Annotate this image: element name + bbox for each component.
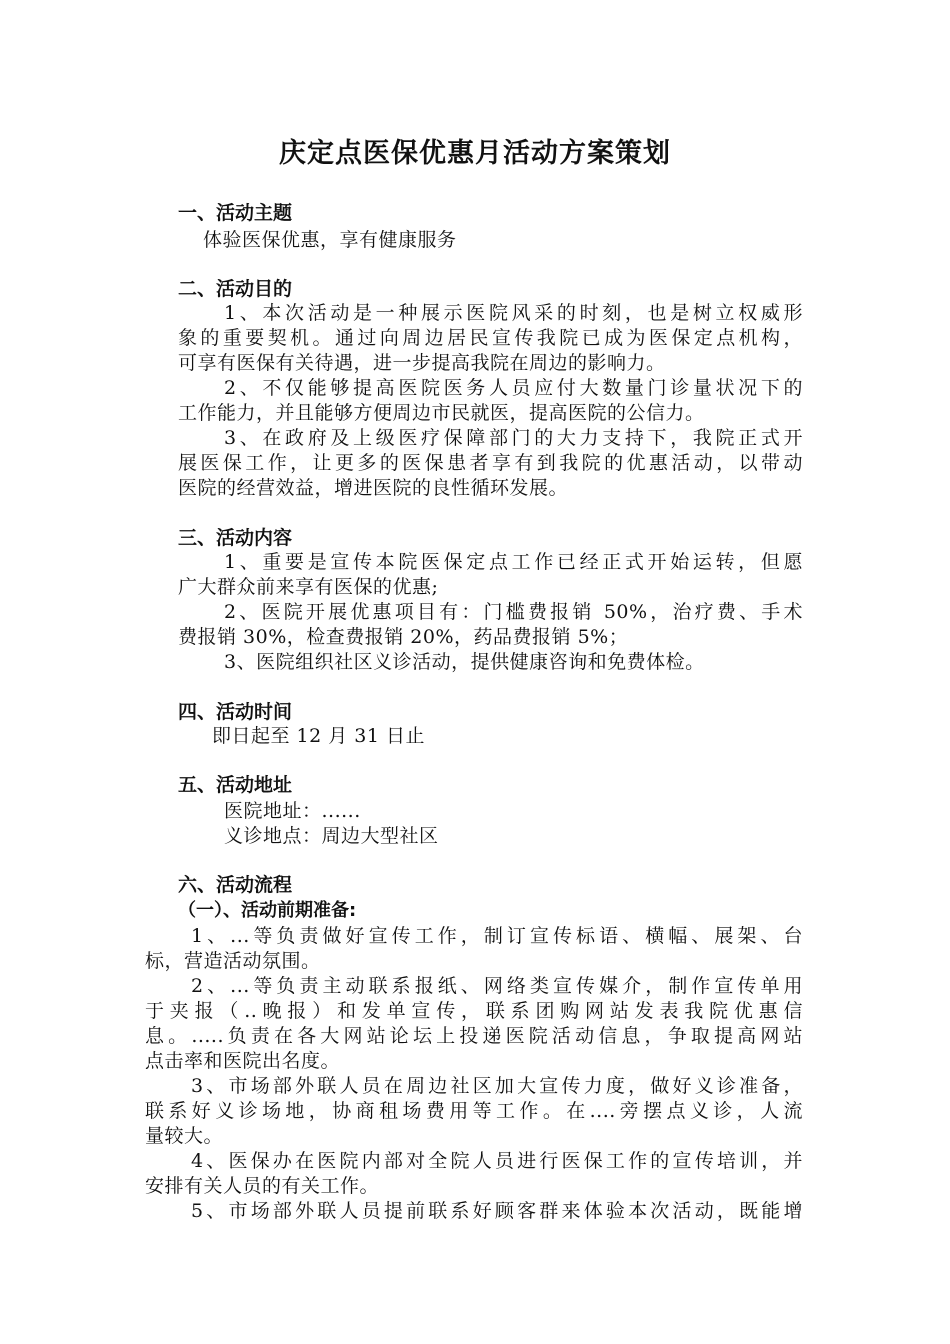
prep-p3-line3: 量较大。 bbox=[145, 1125, 224, 1147]
hospital-address: 医院地址：...... bbox=[224, 800, 361, 822]
purpose-p1-line1: 1、本次活动是一种展示医院风采的时刻，也是树立权威形 bbox=[224, 302, 803, 324]
prep-p1-line1: 1、...等负责做好宣传工作，制订宣传标语、横幅、展架、台 bbox=[191, 925, 803, 947]
purpose-p1-line3: 可享有医保有关待遇，进一步提高我院在周边的影响力。 bbox=[178, 352, 666, 374]
purpose-p3-line1: 3、在政府及上级医疗保障部门的大力支持下，我院正式开 bbox=[224, 427, 803, 449]
prep-p2-line1: 2、...等负责主动联系报纸、网络类宣传媒介，制作宣传单用 bbox=[191, 975, 803, 997]
section-heading-content: 三、活动内容 bbox=[178, 527, 293, 549]
prep-p3-line1: 3、市场部外联人员在周边社区加大宣传力度，做好义诊准备， bbox=[191, 1075, 803, 1097]
document-title: 庆定点医保优惠月活动方案策划 bbox=[279, 138, 671, 169]
content-p3-line1: 3、医院组织社区义诊活动，提供健康咨询和免费体检。 bbox=[224, 651, 705, 673]
section-heading-process: 六、活动流程 bbox=[178, 874, 293, 896]
purpose-p3-line3: 医院的经营效益，增进医院的良性循环发展。 bbox=[178, 477, 569, 499]
content-p2-line2: 费报销 30%，检查费报销 20%，药品费报销 5%； bbox=[178, 626, 629, 648]
clinic-location: 义诊地点：周边大型社区 bbox=[224, 825, 439, 847]
prep-p2-line3: 息。.....负责在各大网站论坛上投递医院活动信息，争取提高网站 bbox=[145, 1025, 803, 1047]
prep-p4-line2: 安排有关人员的有关工作。 bbox=[145, 1175, 380, 1197]
prep-p3-line2: 联系好义诊场地，协商租场费用等工作。在....旁摆点义诊，人流 bbox=[145, 1100, 803, 1122]
section-heading-theme: 一、活动主题 bbox=[178, 202, 293, 224]
section-heading-purpose: 二、活动目的 bbox=[178, 278, 293, 300]
content-p1-line2: 广大群众前来享有医保的优惠; bbox=[178, 576, 439, 598]
purpose-p3-line2: 展医保工作，让更多的医保患者享有到我院的优惠活动，以带动 bbox=[178, 452, 803, 474]
purpose-p2-line1: 2、不仅能够提高医院医务人员应付大数量门诊量状况下的 bbox=[224, 377, 803, 399]
section-heading-time: 四、活动时间 bbox=[178, 701, 293, 723]
prep-p1-line2: 标，营造活动氛围。 bbox=[145, 950, 321, 972]
section-heading-address: 五、活动地址 bbox=[178, 774, 293, 796]
prep-p2-line4: 点击率和医院出名度。 bbox=[145, 1050, 341, 1072]
content-p1-line1: 1、重要是宣传本院医保定点工作已经正式开始运转，但愿 bbox=[224, 551, 803, 573]
time-text: 即日起至 12 月 31 日止 bbox=[212, 725, 426, 747]
theme-text: 体验医保优惠，享有健康服务 bbox=[203, 229, 457, 251]
prep-p4-line1: 4、医保办在医院内部对全院人员进行医保工作的宣传培训，并 bbox=[191, 1150, 803, 1172]
purpose-p1-line2: 象的重要契机。通过向周边居民宣传我院已成为医保定点机构， bbox=[178, 327, 803, 349]
content-p2-line1: 2、医院开展优惠项目有：门槛费报销 50%，治疗费、手术 bbox=[224, 601, 803, 623]
prep-p2-line2: 于夹报（..晚报）和发单宣传，联系团购网站发表我院优惠信 bbox=[145, 1000, 803, 1022]
purpose-p2-line2: 工作能力，并且能够方便周边市民就医，提高医院的公信力。 bbox=[178, 402, 705, 424]
subsection-heading-preparation: （一）、活动前期准备: bbox=[178, 900, 357, 921]
prep-p5-line1: 5、市场部外联人员提前联系好顾客群来体验本次活动，既能增 bbox=[191, 1200, 803, 1222]
